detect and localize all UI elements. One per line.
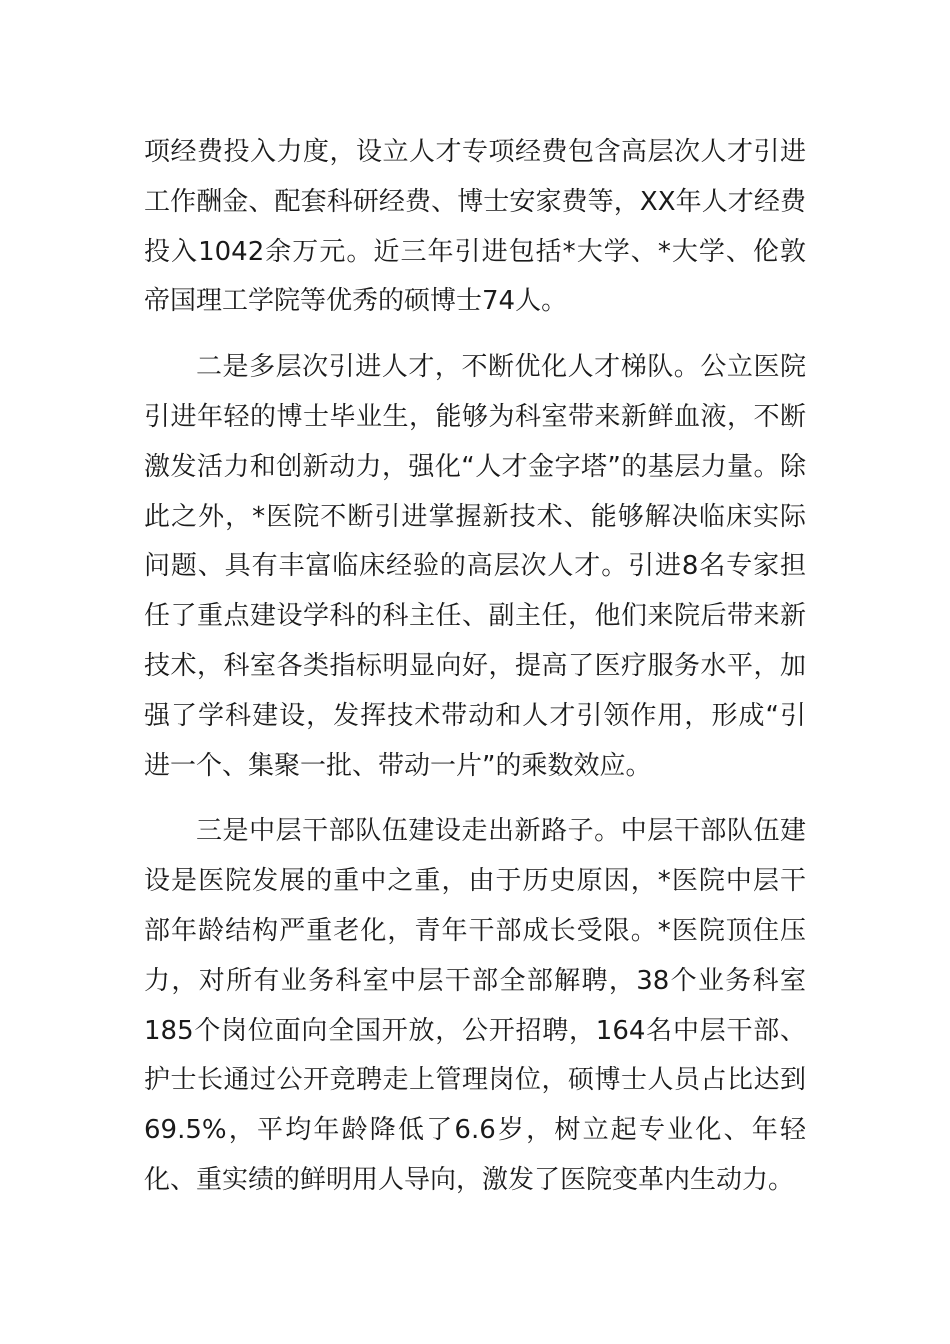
body-text — [144, 128, 806, 1206]
paragraph-funding: 项经费投入力度，设立人才专项经费包含高层次人才引进工作酬金、配套科研经费、博士安家费等，XX年人才经费投入1042余万元。近三年引进包括*大学、*大学、伦敦帝国理工学院等优秀的硕博士74人。 — [144, 137, 806, 317]
paragraph-middle-cadres: 三是中层干部队伍建设走出新路子。中层干部队伍建设是医院发展的重中之重，由于历史原因，*医院中层干部年龄结构严重老化，青年干部成长受限。*医院顶住压力，对所有业务科室中层干部全部解聘，38个业务科室185个岗位面向全国开放，公开招聘，164名中层干部、护士长通过公开竞聘走上管理岗位，硕博士人员占比达到69.5%，平均年龄降低了6.6岁，树立起专业化、年轻化、重实绩的鲜明用人导向，激发了医院变革内生动力。 — [144, 816, 806, 1195]
paragraph-talent-echelon: 二是多层次引进人才，不断优化人才梯队。公立医院引进年轻的博士毕业生，能够为科室带来新鲜血液，不断激发活力和创新动力，强化“人才金字塔”的基层力量。除此之外，*医院不断引进掌握新技术、能够解决临床实际问题、具有丰富临床经验的高层次人才。引进8名专家担任了重点建设学科的科主任、副主任，他们来院后带来新技术，科室各类指标明显向好，提高了医疗服务水平，加强了学科建设，发挥技术带动和人才引领作用，形成“引进一个、集聚一批、带动一片”的乘数效应。 — [144, 352, 806, 781]
